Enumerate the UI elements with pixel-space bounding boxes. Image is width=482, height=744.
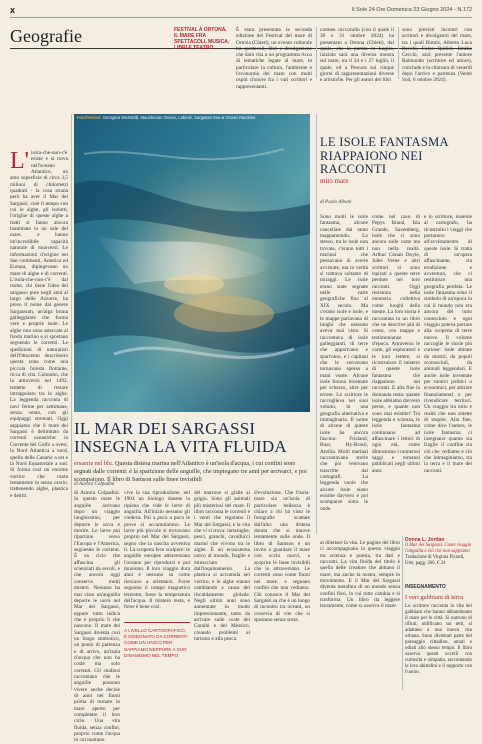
caption-text: Georgina Wickstrål, Mauritanian Ocean, Lübeck, Sargasso Sea & Ocean Rainbow (102, 115, 256, 120)
main-article-column-3: del marrone si gialle ai grigio. Sono gli animali più misteriosi del mare. Il libro racconta le correnti e i venti che regolano il Mar dei Sargassi, e la vita che vi si trova: tartarughe, pesci, granchi, cavallucci marini che vivono tra le alghe. È un ecosistema unico al mondo, fragile e minacciato dall'inquinamento. La plastica si accumula nel vortice, e le alghe stanno cambiando a causa del riscaldamento globale. Negli ultimi anni sono aumentate in modo impressionante, tanto da arrivare sulle coste dei Caraibi e del Messico, creando problemi al turismo e alla pesca. (194, 490, 250, 642)
main-article-column-4: d'evoluzione. Che l'isola-mare sia un'isola di particolare bellezza è chiaro a chi ha visto le fotografie scattate dall'alto: una distesa dorata che si muove lentamente sulle onde. Il libro di Samson è un invito a guardare il mare con occhi nuovi, a scoprire le linee invisibili che lo attraversano. Le correnti sono come fiumi nel mare, e segnano confini che non vediamo. Chi conosce il Mar dei Sargassi sa che è un luogo di incontro tra oceani, un crocevia di vite che si spostano senza sosta. (254, 490, 310, 623)
column-divider (398, 27, 399, 79)
right-article-column-3: e lo scrittore, insieme al cartografo, ha ricostruito i viaggi che portarono all'avvistamento di queste isole. Si tratta di un'opera affascinante, tra erudizione e avventura, che ci restituisce una geografia perduta. Le isole fantasma sono il simbolo di un'epoca in cui il mondo non era ancora del tutto conosciuto e ogni viaggio poteva portare alla scoperta di terre nuove. Il volume raccoglie le storie più curiose: isole abitate da mostri, da popoli sconosciuti, da animali leggendari. E anche isole inventate per motivi politici o economici, per attirare finanziamenti o per rivendicare territori. Un viaggio tra mito e realtà che non smette di stupire. Alla fine, come dice l'autore, le isole fantasma ci insegnano quanto sia fragile il confine tra ciò che vediamo e ciò che immaginiamo, tra la terra e il mare dei racconti. (424, 214, 472, 474)
right-article-column-2: come nel caso di Pepys Island, Isla Grande, Saxemberg, isole che ci sono ancora sulle carte ma non nella realtà. Arthur Conan Doyle, Jules Verne e altri scrittori si sono ispirati a queste terre perdute nei loro racconti. Oggi resistono nella memoria collettiva come luoghi della mente. La loro storia è raccontata in un libro che ne descrive più di cento, con mappe e testimonianze d'epoca. Attraverso le carte, gli esploratori e le loro lettere, si ricostruisce il mistero di queste isole fantasma che riappaiono nei racconti. E alla fine la domanda resta: quante isole abbiamo davvero perso, e quante non sono mai esistite? Tra leggenda e scienza, le isole fantasma continuano ad affascinare i lettori di ogni età, come dimostrano i numerosi saggi e romanzi pubblicati negli ultimi anni. (372, 214, 420, 474)
side-feature-title: I veri gabbiani di terra (405, 594, 464, 601)
column-divider (402, 536, 403, 690)
book-title: Il Mar dei Sargassi. Come viaggia l'anguilla e ciò che non sappiamo (405, 543, 472, 554)
main-article-title: IL MAR DEI SARGASSI INSEGNA LA VITA FLUIDA (74, 419, 287, 456)
book-author: Donna L. Jordan (405, 537, 445, 543)
subtitle-kicker: ersaerie nel blu. (74, 460, 114, 467)
caption-credit: Fotofestival. (77, 115, 102, 120)
subtitle-text: Questa distesa marina nell'Atlantico è un'isola d'acqua, i cui confini sono segnati dalle correnti: è la sparizione delle anguille, che impiegano tre anni per arrivarci, e poi scompaiono. Il libro di Samson sulle linee invisibili (74, 460, 307, 483)
photo-caption (74, 113, 310, 122)
book-details: Traduzione di Virginia Picardi, Utet, pagg. 260, € 24 (405, 555, 465, 566)
pullquote: A LIVELLO CARTOGRAFICO, È DISEGNATO DA CORRENTI COME UN UNICO PER SAPPIAMO NEPPURE A SUO DINAMISMO NEL TEMPO (124, 628, 188, 658)
main-article-column-1: di Aurora Colpadini. In questo mare le anguille arrivano dopo un viaggio lunghissimo, per deporre le uova e morire. Le larve poi ripartono verso l'Europa e l'America, seguendo le correnti. È un ciclo che affascina gli scienziati da secoli, e che ancora oggi conserva molti misteri. Nessuno ha mai visto un'anguilla deporre le uova nel Mar dei Sargassi, eppure tutto indica che è proprio lì che nascono. Il mare dei Sargassi diventa così un luogo simbolico, un punto di partenza e di arrivo, un'isola d'acqua che non ha coste ma solo correnti. Gli studiosi raccontano che le anguille possono vivere anche decine di anni nei fiumi prima di tornare in mare aperto per completare il loro ciclo. Una vita fluida, senza confini, proprio come l'acqua in cui nuotano. (74, 490, 120, 744)
right-article-column-1: Sono molti le isole fantasma, alcune cancellate dai tanto mappamondo. Lo stesso, tra le isole non trovate, c'erano tutti i marinai che pensavano di averle avvistate, ma in verità si trattava soltanto di miraggi. Le isole erano state segnate nelle carte geografiche fino al XIX secolo. Ma c'erano isole e isole, e le mappe parlavano di luoghi che nessuno aveva mai visto. Si raccontava di isole galleggianti, di terre che apparivano e sparivano, e i capitani che le cercavano tornavano spesso a mani vuote. Alcune isole furono inventate per scherzo, altre per errore. Lo scrittore le raccoglieva nei suoi volumi, in una geografia alternativa e immaginaria. Il nome di alcune di queste isole ha ancora fascino: Frisland, Buss, Hy-Brasil, Antilia. Molti marinai raccontavano storie che poi venivano trascritte dai cartografi. La leggenda vuole che alcune isole siano esistite davvero e poi scomparse sotto le onde. (320, 214, 368, 512)
main-article-column-5: al dilettare la vita. Le pagine del libro ci accompagnano in questo viaggio tra scienza e poesia, tra dati e racconti. La vita fluida del titolo è quella delle creature che abitano il mare, ma anche la nostra, sempre in movimento. E il Mar dei Sargassi diventa metafora di un mondo senza confini fissi, in cui tutto cambia e si trasforma. Un libro da leggere lentamente, come si osserva il mare. (320, 540, 400, 610)
section-mark: x (10, 5, 16, 15)
book-info-box (405, 537, 472, 567)
sargasso-photo (74, 114, 310, 412)
page-header (10, 6, 472, 18)
column-divider (71, 114, 72, 690)
right-article-title: LE ISOLE FANTASMA RIAPPAIONO NEI RACCONTI (320, 135, 449, 176)
pullquote-rule (124, 622, 190, 623)
section-title: Geografie (10, 26, 82, 46)
column-divider (316, 114, 317, 534)
lead-paragraph: isola-che-non-c'è esiste e si trova nell'oceano Atlantico, un amo superficie di circa 3,5 milioni di chilometri quadrati - la cosa strana però ha aver il Mar dei Sargassi, cioè il tempo con cui le alghe, gli isolotti, l'origine di queste alghe a tratti si fanno ancora inanimate in un sole del mare, e hanno un'incredibile capacità naturale di muoversi. Le informazioni d'origine nei due continenti, America ed Europa, dipingevano un mare di alghe e di correnti. L'isola-che-non-c'è dal nome, chi tiene l'idea del sargasso pure negli anni al largo delle Azzorre, ha preso il nome dal genere Sargassum, un'alga bruna galleggiante che forma vere e proprie isole. Le alghe non sono attaccate al fondo marino e si spostano seguendo le correnti. Le spedizioni di naturalisti dell'Ottocento descrissero questa zona come una piccola foresta flottante, ricca di vita. Colombo, che la attraversò nel 1492, temette di restare intrappolato tra le alghe. La leggenda racconta di navi ferme per settimane, senza vento, con gli equipaggi stremati. Oggi sappiamo che il mare dei Sargassi è delimitato da correnti oceaniche: la Corrente del Golfo a ovest, la Nord Atlantica a nord, quella delle Canarie a est e la Nord Equatoriale a sud. Si forma così un enorme vortice che ruota lentamente in senso orario, trattenendo alghe, plastica e detriti. (10, 150, 68, 499)
sea-photo-illustration (74, 114, 310, 412)
top-column-3: sono previsti incontri con scrittori e divulgatori del mare, tra i quali Rumiz, Alberto Luca Recchi, Folco Quilici, Emilio Cecchi, sarà presente l'autore Raimondo (scrittore ed attore), conclude e la chiusura di venerdì dopo l'arrivo e partenza (Vento Sud, 6 ottobre 2024). (402, 27, 472, 84)
main-article-column-2: vive la sua riproduzione, nel 1904 un biologo danese la ripiena che vide le larve di anguilla. All'inizio nessuno gli credeva. Poi a poco a poco le prove si accumularono. Le larve più piccole si trovavano proprio nel Mar dei Sargassi, segno che la nascita avveniva lì. La scoperta fece scalpore: le anguille europee attraversano l'oceano per riprodursi e poi muoiono. Il loro viaggio dura anni e nessuno sa come riescano a orientarsi. Forse seguono il campo magnetico terrestre, forse la temperatura dell'acqua. Il mistero resta, e forse è bene così. (124, 490, 190, 611)
top-column-2: carmen cuccurullo (con il quale il 30 e 31 ottobre 2024) ha presentato a Ortona (Chieti), dal quale, che la partita in Luglio, iniziato sarà una diversa mostra sul mare, tra il 24 e i 27 luglio, il quale, ed a Pescara sui cinque giorni di rappresentazioni diverse e artistiche. Per gli autori dei libri (320, 27, 394, 84)
lead-column (10, 150, 68, 690)
right-article-byline: di Paolo Albani (320, 200, 352, 205)
issue-info: Il Sole 24 Ore Domenica 23 Giugno 2024 - N.172 (351, 7, 472, 13)
main-article-byline: di Aurora Colpadini (74, 482, 115, 487)
main-article-subtitle (74, 460, 310, 484)
column-divider (316, 27, 317, 79)
top-column-1: È stata presentata la seconda edizione del Festival del mare di Ortona (Chieti), un evento culturale tra spettacoli, libri e divulgazione che darà vita a un programma ricco di tematiche legate al mare, in particolare la cultura, l'ambiente e l'economia del mare con molti ospiti d'onore fra i vari scrittori e rappresentanti. (236, 27, 312, 90)
side-feature-heading: INSEGNAMENTO (405, 584, 446, 590)
festival-label: FESTIVAL A ORTONA. IL MARE FRA SPETTACOLI, MUSICA, LIBRI E TEATRO (174, 27, 230, 51)
right-article-subtitle: mito mare (320, 177, 349, 185)
side-feature (405, 584, 472, 675)
drop-cap: L' (10, 148, 29, 174)
side-feature-body: Lo scrittore racconta la vita dei gabbiani che hanno abbandonato il mare per le città. Si nutrono di rifiuti, nidificano sui tetti, si adattano a una nuova vita urbana. Sono diventati parte del paesaggio cittadino, amati e odiati allo stesso tempo. Il libro osserva questi uccelli con curiosità e simpatia, raccontando le loro abitudini e il rapporto con l'uomo. (405, 604, 472, 675)
